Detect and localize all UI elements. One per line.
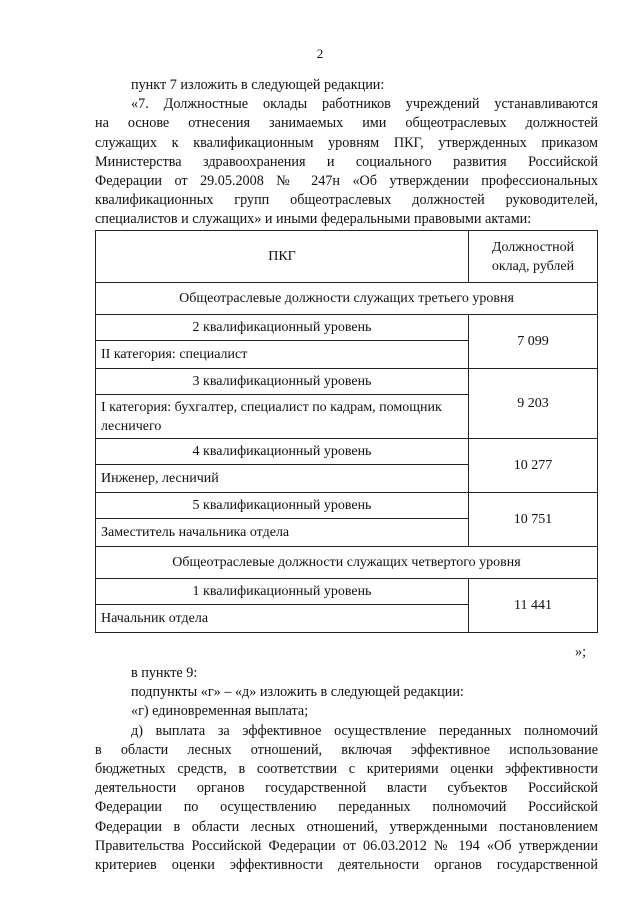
salary-cell: 11 441 <box>469 579 598 633</box>
position-cell: II категория: специалист <box>96 341 469 369</box>
level-cell: 2 квалификационный уровень <box>96 315 469 341</box>
header-pkg: ПКГ <box>96 231 469 283</box>
position-cell: I категория: бухгалтер, специалист по кадрам, помощник лесничего <box>96 395 469 439</box>
after-line: подпункты «г» – «д» изложить в следующей редакции: <box>131 684 464 701</box>
salary-cell: 10 277 <box>469 439 598 493</box>
para-line: критериев оценки эффективности деятельности органов государственной <box>95 857 598 874</box>
level-cell: 1 квалификационный уровень <box>96 579 469 605</box>
para-line: специалистов и служащих» и иными федеральными правовыми актами: <box>95 211 532 228</box>
salary-cell: 10 751 <box>469 493 598 547</box>
level-cell: 5 квалификационный уровень <box>96 493 469 519</box>
para-line: Федерации по осуществлению переданных полномочий Российской <box>95 799 598 816</box>
closing-quote: »; <box>575 644 587 660</box>
position-cell: Инженер, лесничий <box>96 465 469 493</box>
level-cell: 3 квалификационный уровень <box>96 369 469 395</box>
para-line: служащих к квалификационным уровням ПКГ, утвержденных приказом <box>95 134 598 151</box>
group-title-4: Общеотраслевые должности служащих четвертого уровня <box>96 547 598 579</box>
para-line: Федерации от 29.05.2008 № 247н «Об утверждении профессиональных <box>95 173 598 190</box>
intro-line: пункт 7 изложить в следующей редакции: <box>131 77 385 93</box>
salary-table <box>95 230 598 633</box>
para-line: квалификационных групп общеотраслевых должностей руководителей, <box>95 192 598 209</box>
para-line: Федерации в области лесных отношений, утвержденными постановлением <box>95 818 598 835</box>
para-line: бюджетных средств, в соответствии с критериями оценки эффективности <box>95 761 598 778</box>
position-cell: Начальник отдела <box>96 605 469 633</box>
salary-cell: 7 099 <box>469 315 598 369</box>
after-line: в пункте 9: <box>131 665 198 681</box>
para-line: Правительства Российской Федерации от 06.03.2012 № 194 «Об утверждении <box>95 837 598 854</box>
para-line: Министерства здравоохранения и социального развития Российской <box>95 153 598 170</box>
salary-cell: 9 203 <box>469 369 598 439</box>
page-number: 2 <box>316 46 324 61</box>
level-cell: 4 квалификационный уровень <box>96 439 469 465</box>
after-block <box>95 664 598 875</box>
after-line: «г) единовременная выплата; <box>131 703 309 720</box>
group-title-3: Общеотраслевые должности служащих третьего уровня <box>96 283 598 315</box>
para-line: д) выплата за эффективное осуществление переданных полномочий <box>131 722 598 739</box>
header-salary: Должностной оклад, рублей <box>469 231 598 283</box>
para-line: на основе отнесения занимаемых ими общеотраслевых должностей <box>95 115 598 132</box>
para-line: «7. Должностные оклады работников учреждений устанавливаются <box>131 96 598 113</box>
position-cell: Заместитель начальника отдела <box>96 519 469 547</box>
para-line: в области лесных отношений, включая эффективное использование <box>95 741 598 758</box>
para-line: деятельности органов государственной власти субъектов Российской <box>95 780 598 797</box>
intro-block <box>95 76 598 230</box>
